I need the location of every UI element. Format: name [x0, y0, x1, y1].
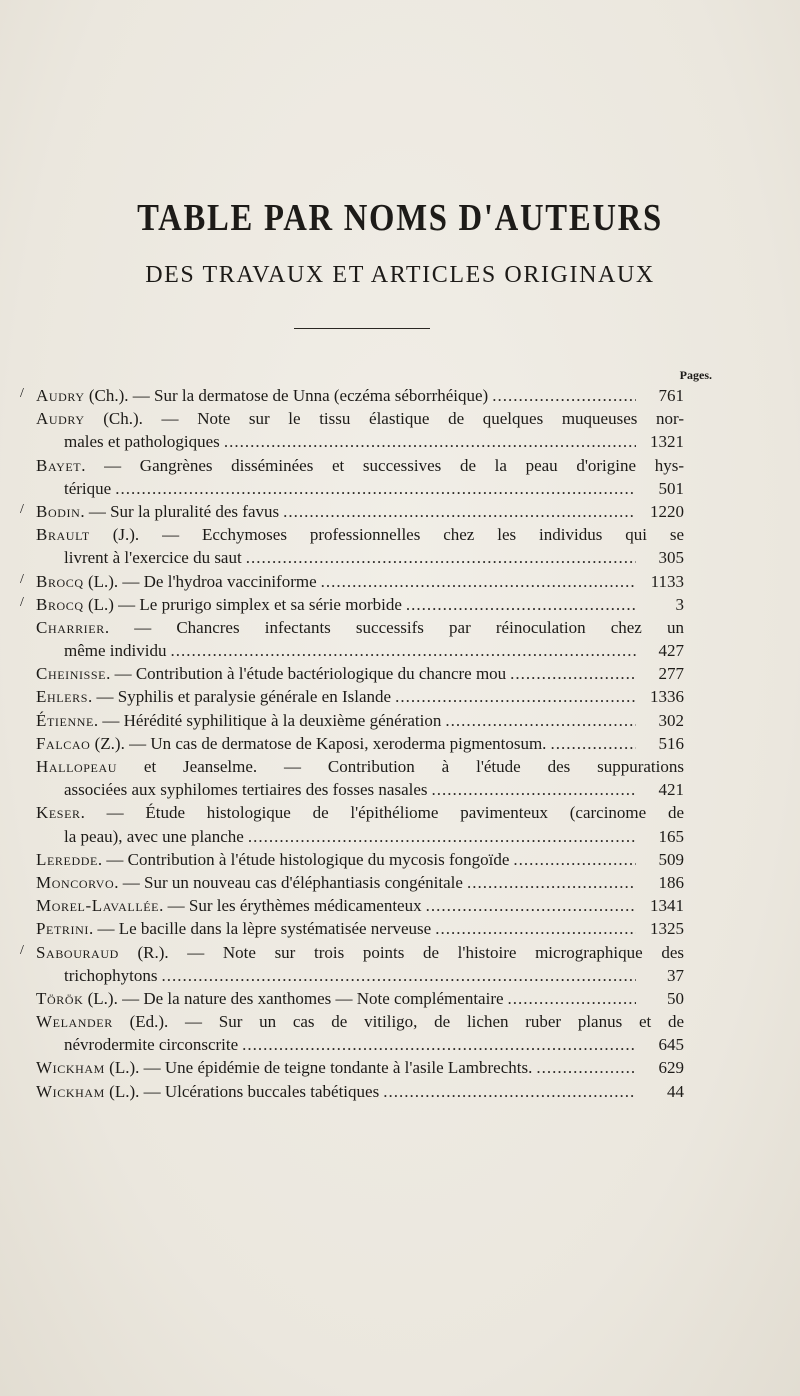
entry-title: (J.). — Ecchymoses professionnelles chez les individus qui se	[89, 525, 684, 545]
margin-checkmark: /	[20, 594, 24, 610]
entry-text	[36, 917, 431, 940]
margin-checkmark: /	[20, 386, 24, 401]
entry-continuation: la peau), avec une planche	[64, 826, 244, 846]
author-name: Audry	[36, 386, 85, 405]
dot-leader	[445, 709, 636, 732]
entry-title: . — Syphilis et paralysie générale en Islande	[88, 687, 392, 707]
page-number: 1321	[650, 432, 684, 452]
author-name: Brocq	[36, 594, 84, 614]
entry-text	[36, 570, 317, 593]
entry-title: . — Gangrènes disséminées et successives de la peau d'origine hys-	[81, 455, 684, 475]
author-name: Moncorvo	[36, 872, 115, 892]
index-entry	[36, 987, 684, 1010]
author-name: Wickham	[36, 1058, 105, 1078]
index-entry	[36, 917, 684, 940]
author-index-list	[20, 384, 684, 1103]
page-number: 37	[667, 965, 684, 985]
dot-leader	[170, 639, 636, 662]
entry-text	[36, 732, 546, 755]
index-entry	[36, 616, 684, 662]
dot-leader	[492, 384, 636, 407]
author-name: Falcao	[36, 733, 91, 753]
page-number: 516	[658, 733, 684, 753]
index-entry	[36, 685, 684, 708]
entry-title: . — Sur la pluralité des favus	[80, 501, 280, 521]
page-number: 1325	[650, 919, 684, 939]
author-name: Keser	[36, 803, 81, 823]
page-subtitle: DES TRAVAUX ET ARTICLES ORIGINAUX	[145, 262, 655, 288]
dot-leader	[224, 430, 636, 453]
dot-leader	[432, 778, 636, 801]
entry-title: (L.). — Ulcérations buccales tabétiques	[104, 1081, 380, 1101]
author-name: Török	[36, 988, 84, 1008]
entry-title: (R.). — Note sur trois points de l'histoire micrographique des	[118, 942, 684, 962]
entry-text	[36, 662, 506, 685]
entry-continuation: térique	[64, 478, 112, 498]
dot-leader	[406, 593, 636, 616]
page-number: 44	[667, 1081, 684, 1101]
dot-leader	[513, 848, 636, 871]
author-name: Ehlers	[36, 687, 88, 707]
index-entry	[36, 523, 684, 569]
page-number: 501	[658, 478, 684, 498]
author-name: Welander	[36, 1012, 113, 1032]
index-entry	[36, 801, 684, 847]
index-entry	[36, 454, 684, 500]
page-title: TABLE PAR NOMS D'AUTEURS	[137, 197, 663, 239]
entry-continuation: males et pathologiques	[64, 432, 220, 452]
entry-text	[36, 1056, 532, 1079]
page-number: 305	[658, 548, 684, 568]
page-number: 1336	[650, 687, 684, 707]
dot-leader	[383, 1080, 636, 1103]
author-name: Charrier	[36, 617, 105, 637]
index-entry	[36, 1056, 684, 1079]
author-name: Wickham	[36, 1081, 105, 1101]
entry-title: . — Sur un nouveau cas d'éléphantiasis congénitale	[114, 872, 463, 892]
entry-text	[36, 755, 684, 778]
entry-text	[36, 593, 402, 616]
entry-text	[36, 407, 684, 430]
dot-leader	[550, 732, 636, 755]
dot-leader	[467, 871, 636, 894]
page-number: 427	[658, 641, 684, 661]
margin-checkmark: /	[20, 501, 24, 517]
margin-checkmark: /	[20, 571, 24, 587]
author-name: Bodin	[36, 501, 81, 521]
dot-leader	[162, 964, 637, 987]
dot-leader	[426, 894, 636, 917]
dot-leader	[246, 546, 636, 569]
entry-title: et Jeanselme. — Contribution à l'étude des suppurations	[117, 757, 684, 776]
entry-continuation: associées aux syphilomes tertiaires des fosses nasales	[64, 780, 428, 800]
entry-title: (Z.). — Un cas de dermatose de Kaposi, xeroderma pigmentosum.	[90, 733, 547, 753]
entry-title: (Ch.). — Sur la dermatose de Unna (eczéma séborrhéique)	[84, 386, 489, 405]
entry-title: (Ch.). — Note sur le tissu élastique de quelques muqueuses nor-	[84, 409, 684, 429]
page-number: 421	[658, 780, 684, 800]
page-number: 50	[667, 988, 684, 1008]
author-name: Audry	[36, 409, 85, 429]
page-number: 165	[658, 826, 684, 846]
dot-leader	[508, 987, 636, 1010]
dot-leader	[435, 917, 636, 940]
entry-title: . — Chancres infectants successifs par réinoculation chez un	[104, 617, 684, 637]
page-number: 1133	[650, 571, 684, 591]
page-number: 1220	[650, 501, 684, 521]
dot-leader	[510, 662, 636, 685]
index-entry	[36, 1080, 684, 1103]
entry-title: (L.). — Une épidémie de teigne tondante à l'asile Lambrechts.	[104, 1058, 533, 1078]
title-divider	[294, 328, 430, 329]
index-entry	[36, 662, 684, 685]
page-number: 277	[658, 664, 684, 684]
author-name: Leredde	[36, 849, 98, 869]
entry-title: . — Hérédité syphilitique à la deuxième génération	[93, 710, 442, 730]
dot-leader	[395, 685, 636, 708]
entry-title: (Ed.). — Sur un cas de vitiligo, de lichen ruber planus et de	[112, 1012, 684, 1032]
entry-title: (L.) — Le prurigo simplex et sa série morbide	[83, 594, 402, 614]
entry-text	[36, 384, 488, 407]
entry-title: . — Contribution à l'étude histologique du mycosis fongoïde	[97, 849, 510, 869]
index-entry	[20, 384, 684, 407]
page-number: 186	[658, 872, 684, 892]
margin-checkmark: /	[20, 942, 24, 958]
author-name: Étienne	[36, 710, 94, 730]
page-number: 509	[658, 849, 684, 869]
index-entry	[36, 407, 684, 453]
entry-title: . — Contribution à l'étude bactériologique du chancre mou	[106, 664, 507, 684]
page-number: 761	[658, 386, 684, 405]
entry-text	[36, 894, 422, 917]
index-entry	[36, 709, 684, 732]
index-entry	[36, 755, 684, 801]
entry-text	[36, 685, 391, 708]
dot-leader	[248, 825, 636, 848]
dot-leader	[536, 1056, 636, 1079]
author-name: Morel-Lavallée	[36, 896, 160, 916]
entry-title: . — Étude histologique de l'épithéliome pavimenteux (carcinome de	[80, 803, 684, 823]
index-entry	[36, 732, 684, 755]
dot-leader	[283, 500, 636, 523]
page-number: 302	[658, 710, 684, 730]
entry-text	[36, 454, 684, 477]
entry-text	[36, 871, 463, 894]
author-name: Petrini	[36, 919, 89, 939]
entry-continuation: même individu	[64, 641, 167, 661]
index-entry	[36, 1010, 684, 1056]
page-number: 3	[675, 594, 684, 614]
pages-column-header: Pages.	[679, 368, 712, 382]
index-entry	[20, 500, 684, 523]
entry-title: (L.). — De l'hydroa vacciniforme	[83, 571, 317, 591]
index-entry	[36, 871, 684, 894]
author-name: Brault	[36, 525, 90, 545]
entry-text	[36, 709, 441, 732]
index-entry	[20, 941, 684, 987]
entry-title: . — Sur les érythèmes médicamenteux	[159, 896, 422, 916]
entry-text	[36, 616, 684, 639]
entry-continuation: livrent à l'exercice du saut	[64, 548, 242, 568]
page-number: 645	[658, 1035, 684, 1055]
page-number: 629	[658, 1058, 684, 1078]
entry-text	[36, 1010, 684, 1033]
entry-text	[36, 848, 509, 871]
index-entry	[20, 593, 684, 616]
entry-continuation: névrodermite circonscrite	[64, 1035, 239, 1055]
entry-text	[36, 523, 684, 546]
author-name: Bayet	[36, 455, 82, 475]
dot-leader	[115, 477, 636, 500]
author-name: Cheinisse	[36, 664, 107, 684]
entry-text	[36, 987, 504, 1010]
entry-text	[36, 941, 684, 964]
entry-text	[36, 500, 279, 523]
entry-title: . — Le bacille dans la lèpre systématisée nerveuse	[88, 919, 432, 939]
index-entry	[36, 848, 684, 871]
entry-text	[36, 1080, 379, 1103]
author-name: Brocq	[36, 571, 84, 591]
index-entry	[36, 894, 684, 917]
entry-continuation: trichophytons	[64, 965, 158, 985]
author-name: Sabouraud	[36, 942, 119, 962]
page-number: 1341	[650, 896, 684, 916]
dot-leader	[321, 570, 636, 593]
entry-text	[36, 801, 684, 824]
entry-title: (L.). — De la nature des xanthomes — Note complémentaire	[83, 988, 504, 1008]
author-name: Hallopeau	[36, 757, 118, 776]
index-entry	[20, 570, 684, 593]
dot-leader	[242, 1033, 636, 1056]
